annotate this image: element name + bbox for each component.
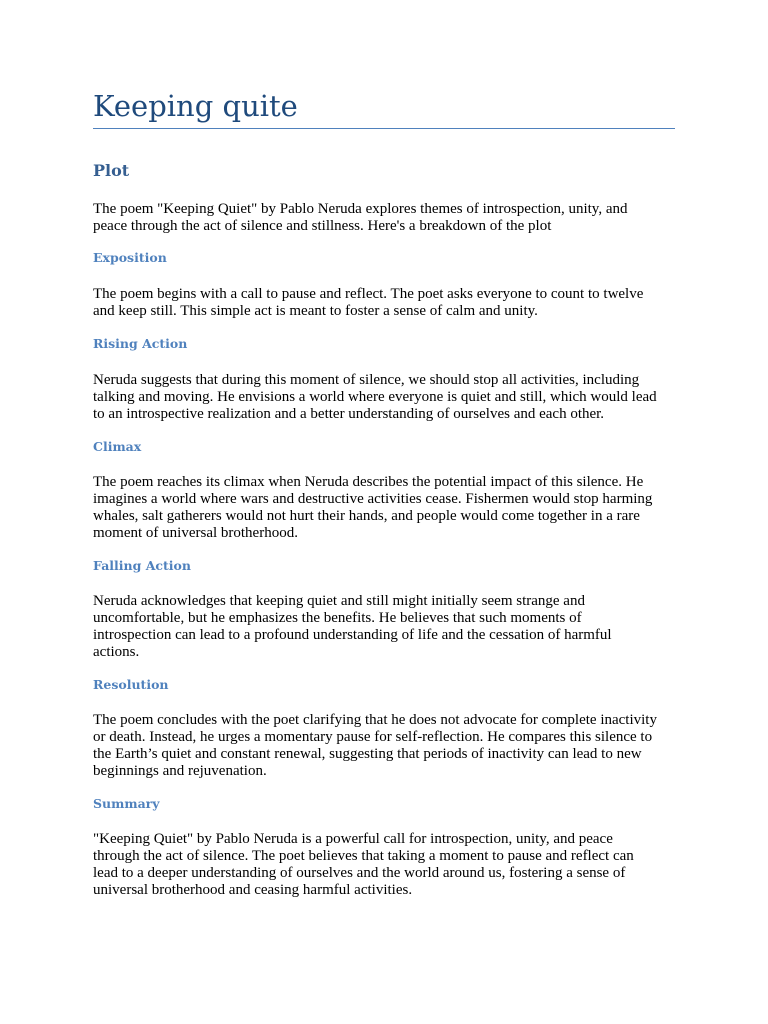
document-title: Keeping quite xyxy=(93,89,298,123)
text-line: introspection can lead to a profound understanding of life and the cessation of harmful xyxy=(93,627,612,643)
text-line: The poem concludes with the poet clarifying that he does not advocate for complete inactivity xyxy=(93,712,657,728)
text-line: peace through the act of silence and stillness. Here's a breakdown of the plot xyxy=(93,218,552,234)
text-line: "Keeping Quiet" by Pablo Neruda is a powerful call for introspection, unity, and peace xyxy=(93,831,613,847)
text-line: actions. xyxy=(93,644,140,660)
text-line: or death. Instead, he urges a momentary pause for self-reflection. He compares this silence to xyxy=(93,729,653,745)
text-line: The poem begins with a call to pause and reflect. The poet asks everyone to count to twelve xyxy=(93,286,644,302)
text-line: whales, salt gatherers would not hurt their hands, and people would come together in a rare xyxy=(93,508,640,524)
section-heading-exposition: Exposition xyxy=(93,250,167,265)
section-paragraph-rising-action xyxy=(93,372,683,423)
section-heading-resolution: Resolution xyxy=(93,677,169,692)
text-line: universal brotherhood and ceasing harmful activities. xyxy=(93,882,413,898)
section-paragraph-climax xyxy=(93,474,683,542)
text-line: Neruda suggests that during this moment of silence, we should stop all activities, including xyxy=(93,372,640,388)
text-line: The poem reaches its climax when Neruda describes the potential impact of this silence. He xyxy=(93,474,644,490)
section-paragraph-resolution xyxy=(93,712,683,780)
plot-heading: Plot xyxy=(93,161,130,180)
text-line: beginnings and rejuvenation. xyxy=(93,763,267,779)
text-line: to an introspective realization and a better understanding of ourselves and each other. xyxy=(93,406,605,422)
text-line: moment of universal brotherhood. xyxy=(93,525,298,541)
text-line: The poem "Keeping Quiet" by Pablo Neruda explores themes of introspection, unity, and xyxy=(93,201,628,217)
text-line: uncomfortable, but he emphasizes the benefits. He believes that such moments of xyxy=(93,610,582,626)
title-underline xyxy=(93,128,675,129)
section-heading-rising-action: Rising Action xyxy=(93,336,188,351)
section-heading-falling-action: Falling Action xyxy=(93,558,191,573)
section-paragraph-summary xyxy=(93,831,683,899)
section-paragraph-exposition xyxy=(93,286,683,320)
intro-paragraph xyxy=(93,201,683,235)
text-line: and keep still. This simple act is meant to foster a sense of calm and unity. xyxy=(93,303,538,319)
section-heading-summary: Summary xyxy=(93,796,160,811)
section-paragraph-falling-action xyxy=(93,593,683,661)
section-heading-climax: Climax xyxy=(93,439,142,454)
text-line: talking and moving. He envisions a world where everyone is quiet and still, which would lead xyxy=(93,389,657,405)
text-line: lead to a deeper understanding of ourselves and the world around us, fostering a sense of xyxy=(93,865,626,881)
text-line: through the act of silence. The poet believes that taking a moment to pause and reflect can xyxy=(93,848,634,864)
text-line: the Earth’s quiet and constant renewal, suggesting that periods of inactivity can lead to new xyxy=(93,746,642,762)
text-line: imagines a world where wars and destructive activities cease. Fishermen would stop harming xyxy=(93,491,653,507)
text-line: Neruda acknowledges that keeping quiet and still might initially seem strange and xyxy=(93,593,585,609)
